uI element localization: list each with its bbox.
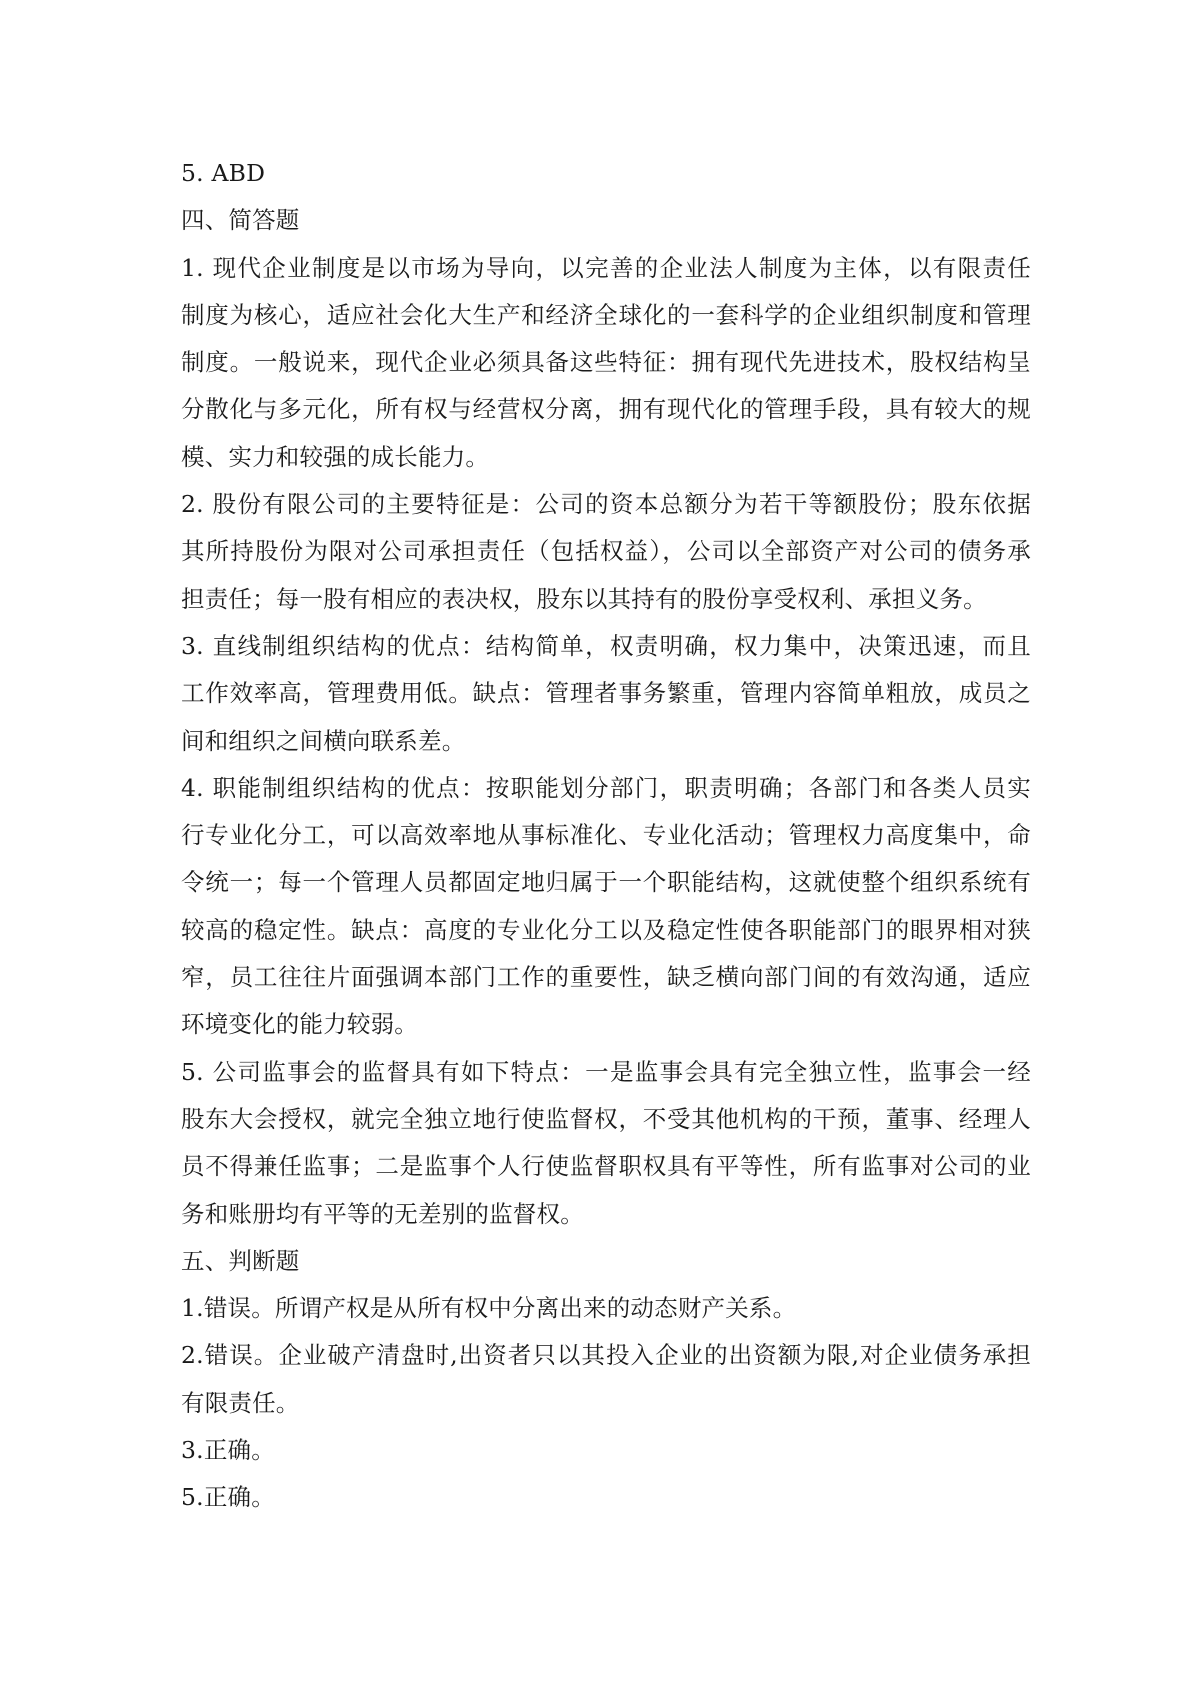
paragraph-line: 2.错误。企业破产清盘时,出资者只以其投入企业的出资额为限,对企业债务承担 — [181, 1341, 1031, 1370]
paragraph-line: 行专业化分工，可以高效率地从事标准化、专业化活动；管理权力高度集中，命 — [181, 821, 1031, 850]
paragraph-line: 工作效率高，管理费用低。缺点：管理者事务繁重，管理内容简单粗放，成员之 — [181, 679, 1031, 708]
paragraph-line: 令统一；每一个管理人员都固定地归属于一个职能结构，这就使整个组织系统有 — [181, 868, 1031, 897]
paragraph-line: 1. 现代企业制度是以市场为导向，以完善的企业法人制度为主体，以有限责任 — [181, 253, 1031, 282]
paragraph-line: 担责任；每一股有相应的表决权，股东以其持有的股份享受权利、承担义务。 — [181, 584, 987, 613]
paragraph-line: 务和账册均有平等的无差别的监督权。 — [181, 1199, 584, 1228]
document-body — [181, 150, 1031, 1522]
paragraph-line: 4. 职能制组织结构的优点：按职能划分部门，职责明确；各部门和各类人员实 — [181, 773, 1031, 802]
section-heading: 五、判断题 — [181, 1246, 300, 1275]
paragraph-line: 1.错误。所谓产权是从所有权中分离出来的动态财产关系。 — [181, 1294, 797, 1323]
paragraph-line: 较高的稳定性。缺点：高度的专业化分工以及稳定性使各职能部门的眼界相对狭 — [181, 915, 1031, 944]
paragraph-line: 3. 直线制组织结构的优点：结构简单，权责明确，权力集中，决策迅速，而且 — [181, 631, 1031, 660]
paragraph-line: 有限责任。 — [181, 1388, 300, 1417]
paragraph-line: 其所持股份为限对公司承担责任（包括权益），公司以全部资产对公司的债务承 — [181, 537, 1031, 566]
paragraph-line: 员不得兼任监事；二是监事个人行使监督职权具有平等性，所有监事对公司的业 — [181, 1152, 1031, 1181]
paragraph-line: 分散化与多元化，所有权与经营权分离，拥有现代化的管理手段，具有较大的规 — [181, 395, 1031, 424]
paragraph-line: 环境变化的能力较弱。 — [181, 1010, 418, 1039]
paragraph-line: 窄，员工往往片面强调本部门工作的重要性，缺乏横向部门间的有效沟通，适应 — [181, 963, 1031, 992]
paragraph-line: 间和组织之间横向联系差。 — [181, 726, 466, 755]
paragraph-line: 股东大会授权，就完全独立地行使监督权，不受其他机构的干预，董事、经理人 — [181, 1104, 1031, 1133]
paragraph-line: 制度。一般说来，现代企业必须具备这些特征：拥有现代先进技术，股权结构呈 — [181, 348, 1031, 377]
section-heading: 四、简答题 — [181, 206, 300, 235]
paragraph-line: 5.正确。 — [181, 1483, 275, 1512]
paragraph-line: 模、实力和较强的成长能力。 — [181, 442, 490, 471]
paragraph-line: 3.正确。 — [181, 1436, 275, 1465]
paragraph-line: 制度为核心，适应社会化大生产和经济全球化的一套科学的企业组织制度和管理 — [181, 300, 1031, 329]
answer-line: 5. ABD — [181, 159, 266, 187]
paragraph-line: 2. 股份有限公司的主要特征是：公司的资本总额分为若干等额股份；股东依据 — [181, 490, 1031, 519]
paragraph-line: 5. 公司监事会的监督具有如下特点：一是监事会具有完全独立性，监事会一经 — [181, 1057, 1031, 1086]
